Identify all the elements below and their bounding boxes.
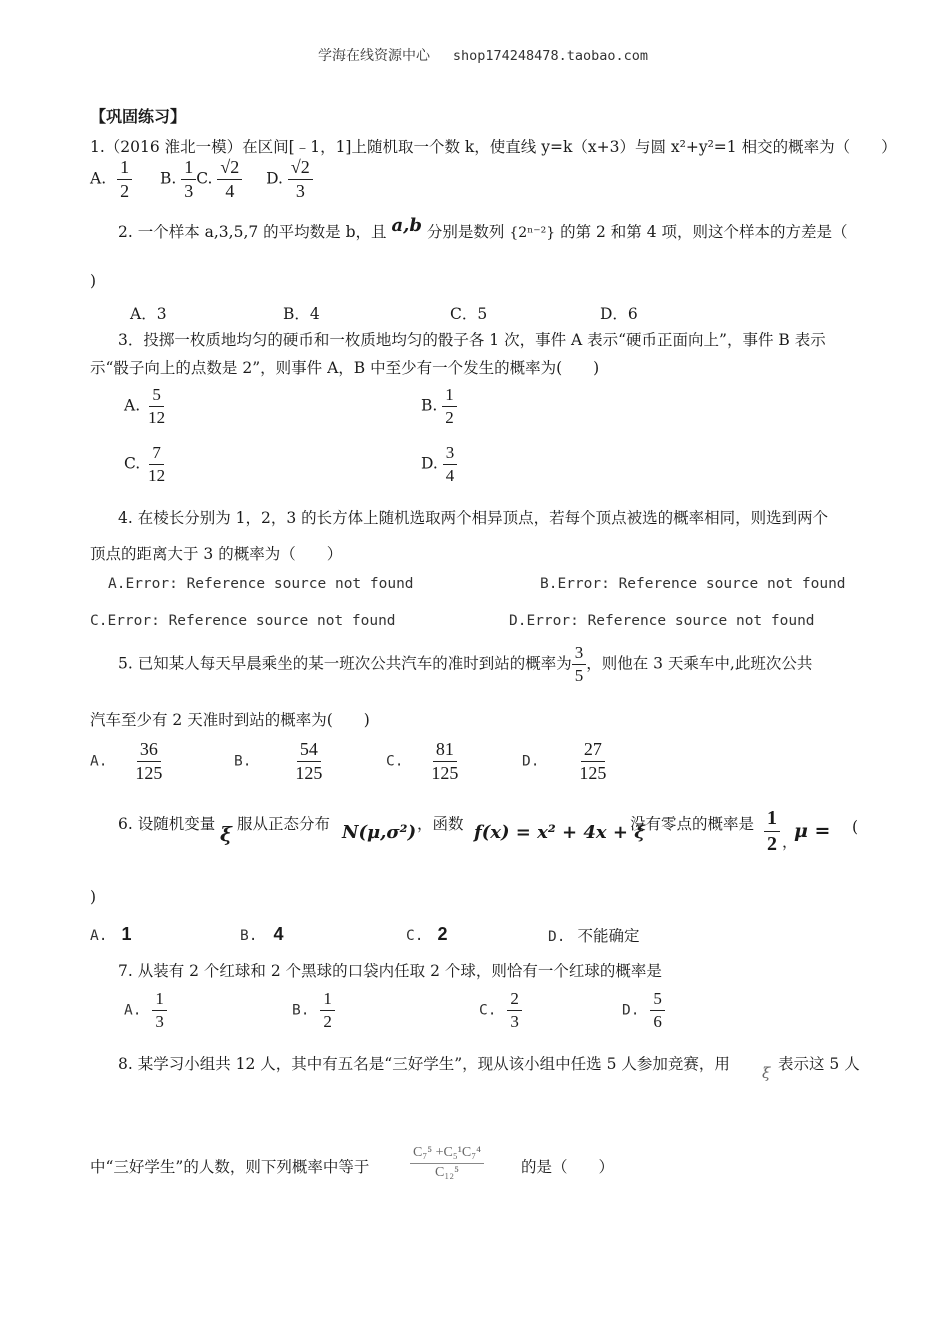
q6-close-paren: ) [90, 888, 97, 906]
q5-option-c-frac: $\frac{81}{125}$ [431, 739, 459, 783]
q4-option-a: A.Error: Reference source not found [108, 576, 414, 592]
q3-line2: 示“骰子向上的点数是 2”，则事件 A，B 中至少有一个发生的概率为( ) [90, 359, 600, 377]
q5-option-b-frac: $\frac{54}{125}$ [295, 739, 323, 783]
q7-option-b-frac: $\frac{1}{2}$ [320, 990, 335, 1031]
q7-option-c: C. $\frac{2}{3}$ [479, 990, 522, 1031]
q5-option-d-frac: $\frac{27}{125}$ [579, 739, 607, 783]
q6-text-a: 6. 设随机变量 [118, 815, 216, 833]
q7-option-d: D. $\frac{5}{6}$ [622, 990, 665, 1031]
q1-options [90, 158, 313, 201]
q3-option-c: C. $\frac{7}{12}$ [124, 444, 168, 485]
q7-stem: 7. 从装有 2 个红球和 2 个黑球的口袋内任取 2 个球，则恰有一个红球的概率是 [118, 962, 662, 980]
q6-frac: $\frac{1}{2}$ [764, 808, 780, 855]
q2-option-d: D．6 [600, 305, 638, 323]
q6-mu: μ = [794, 820, 831, 842]
q7-option-b: B. $\frac{1}{2}$ [292, 990, 335, 1031]
q7-option-d-frac: $\frac{5}{6}$ [650, 990, 665, 1031]
q3-option-d-frac: $\frac{3}{4}$ [443, 444, 458, 485]
q1-option-a-frac: $\frac{1}{2}$ [117, 158, 132, 201]
q6-option-c: C. 2 [406, 924, 448, 944]
q6-text-e: ， [782, 833, 798, 851]
page-header [318, 45, 648, 65]
q6-distribution: N(μ,σ²) [342, 822, 417, 843]
q5-option-c: C. $\frac{81}{125}$ [386, 740, 461, 783]
header-title: 学海在线资源中心 [318, 48, 430, 64]
q6-option-a: A. 1 [90, 924, 132, 944]
q5-frac: $\frac{3}{5}$ [572, 644, 587, 685]
q8-line2-a: 中“三好学生”的人数，则下列概率中等于 [90, 1158, 370, 1176]
q2-stem-c: 的第 2 和第 4 项，则这个样本的方差是（ [560, 223, 848, 241]
q3-option-d: D. $\frac{3}{4}$ [421, 444, 457, 485]
q5-line1-b: ，则他在 3 天乘车中,此班次公共 [586, 654, 813, 673]
q6-function: f(x) = x² + 4x + ξ [474, 822, 645, 843]
q6-option-d: D. 不能确定 [548, 927, 640, 945]
q5-option-a-frac: $\frac{36}{125}$ [135, 739, 163, 783]
q2-option-c: C．5 [450, 305, 488, 323]
q5-line2: 汽车至少有 2 天准时到站的概率为( ) [90, 711, 370, 729]
q6-option-b: B. 4 [240, 924, 284, 944]
q2-stem [118, 215, 848, 242]
q8-line1-b: 表示这 5 人 [778, 1055, 860, 1073]
q2-option-b: B．4 [283, 305, 320, 323]
q5-option-d: D. $\frac{27}{125}$ [522, 740, 609, 783]
q6-open-paren: ( [852, 818, 859, 836]
q1-option-b-frac: $\frac{1}{3}$ [181, 158, 196, 201]
q8-xi: ξ [762, 1064, 771, 1082]
q1-option-d-frac: $\frac{√2}{3}$ [288, 158, 313, 201]
q1-option-a-label: A. [90, 169, 107, 188]
q1-option-c-label: C. [196, 169, 213, 188]
q2-stem-a: 2. 一个样本 a,3,5,7 的平均数是 b，且 [118, 223, 387, 241]
q3-option-a: A. $\frac{5}{12}$ [124, 386, 168, 427]
q6-xi: ξ [220, 822, 232, 846]
q8-frac: $\frac{\text{C₇⁵ +C₅¹C₇⁴}}{\text{C₁₂⁵}}$ [410, 1146, 484, 1180]
q3-option-a-frac: $\frac{5}{12}$ [148, 385, 166, 427]
q8-line1: 8. 某学习小组共 12 人，其中有五名是“三好学生”，现从该小组中任选 5 人参加竞赛，用 [118, 1055, 730, 1073]
q2-stem-b: 分别是数列 [426, 223, 505, 241]
q3-option-c-frac: $\frac{7}{12}$ [148, 443, 166, 485]
q2-sequence: {2ⁿ⁻²} [509, 225, 556, 241]
q1-stem: 1.（2016 淮北一模）在区间[﹣1，1]上随机取一个数 k，使直线 y=k（x+3）与圆 x²+y²=1 相交的概率为（ ） [90, 138, 897, 156]
q1-option-c-frac: $\frac{√2}{4}$ [217, 158, 242, 201]
q6-text-b: 服从正态分布 [237, 815, 331, 833]
section-title: 【巩固练习】 [90, 107, 187, 126]
q6-text-c: ，函数 [417, 815, 464, 833]
q5-line1 [118, 644, 812, 685]
q3-line1: 3．投掷一枚质地均匀的硬币和一枚质地均匀的骰子各 1 次，事件 A 表示“硬币正面向上”，事件 B 表示 [118, 331, 826, 349]
q2-option-a: A．3 [130, 305, 167, 323]
q5-option-b: B. $\frac{54}{125}$ [234, 740, 325, 783]
q2-ab: a,b [391, 215, 422, 236]
q1-option-b-label: B. [159, 169, 177, 188]
q7-option-c-frac: $\frac{2}{3}$ [507, 990, 522, 1031]
q4-option-c: C.Error: Reference source not found [90, 613, 396, 629]
q2-close: ) [90, 272, 97, 290]
q4-option-d: D.Error: Reference source not found [509, 613, 815, 629]
q3-option-b-frac: $\frac{1}{2}$ [442, 386, 457, 427]
q6-text-d: 没有零点的概率是 [630, 815, 755, 833]
q4-option-b: B.Error: Reference source not found [540, 576, 846, 592]
q1-option-d-label: D. [266, 169, 283, 188]
q5-option-a: A. $\frac{36}{125}$ [90, 740, 165, 783]
q7-option-a-frac: $\frac{1}{3}$ [152, 990, 167, 1031]
q4-line2: 顶点的距离大于 3 的概率为（ ） [90, 545, 343, 563]
q7-option-a: A. $\frac{1}{3}$ [124, 990, 167, 1031]
q3-option-b: B. $\frac{1}{2}$ [421, 386, 457, 427]
q5-line1-a: 5. 已知某人每天早晨乘坐的某一班次公共汽车的准时到站的概率为 [118, 654, 572, 673]
q8-line2-b: 的是（ ） [521, 1158, 615, 1176]
header-url[interactable]: shop174248478.taobao.com [452, 48, 648, 64]
q4-line1: 4. 在棱长分别为 1，2，3 的长方体上随机选取两个相异顶点，若每个顶点被选的概率相同，则选到两个 [118, 509, 829, 527]
